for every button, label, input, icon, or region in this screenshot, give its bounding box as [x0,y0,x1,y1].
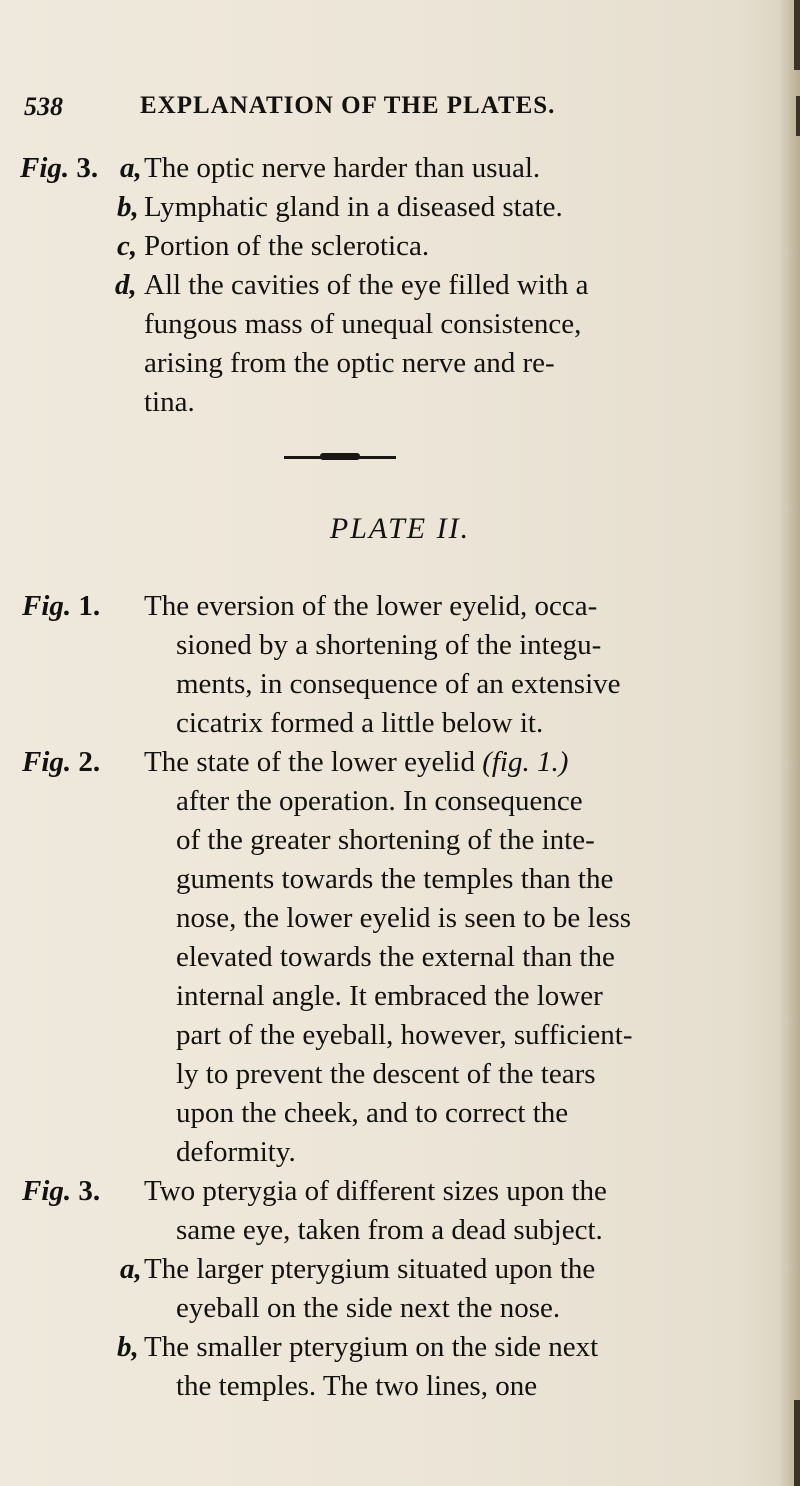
fig-number: 1. [78,590,101,622]
text-line: after the operation. In consequence [176,785,583,817]
figure-reference-number: 1.) [529,746,569,778]
text-line: tina. [144,386,195,418]
text-line: cicatrix formed a little below it. [176,707,544,739]
text-line: eyeball on the side next the nose. [176,1292,561,1324]
text-line: ments, in consequence of an extensive [176,668,621,700]
fig-word: Fig. [20,152,70,184]
fig-number: 3. [76,152,99,184]
text-line: All the cavities of the eye filled with a [144,269,589,301]
text-line: nose, the lower eyelid is seen to be less [176,902,632,934]
fig-word: Fig. [22,1175,72,1207]
fig-label [22,1173,100,1209]
text-line: The eversion of the lower eyelid, occa- [144,590,598,622]
text-line: upon the cheek, and to correct the [176,1097,569,1129]
text-line: internal angle. It embraced the lower [176,980,603,1012]
text-line: of the greater shortening of the inte- [176,824,595,856]
fig-label [20,150,98,186]
fig-label [22,588,100,624]
page-edge-shadow [778,0,800,1486]
text-line: Two pterygia of different sizes upon the [144,1175,607,1207]
text-line: fungous mass of unequal consistence, [144,308,582,340]
page-header [24,92,734,126]
page-edge-mark [794,0,800,70]
page-number: 538 [24,92,63,121]
text-segment: The state of the lower eyelid [144,746,483,778]
text-line [144,744,568,780]
text-line: the temples. The two lines, one [176,1370,538,1402]
text-line: Portion of the sclerotica. [144,230,430,262]
item-letter: a, [120,152,142,184]
item-letter: b, [117,191,139,223]
text-line: arising from the optic nerve and re- [144,347,555,379]
fig-word: Fig. [22,746,72,778]
text-line: guments towards the temples than the [176,863,614,895]
item-letter: d, [115,269,137,301]
text-line: elevated towards the external than the [176,941,615,973]
page-edge-mark [796,96,800,136]
section-divider-ornament [320,453,360,460]
text-line: same eye, taken from a dead subject. [176,1214,603,1246]
item-letter: c, [117,230,138,262]
text-line: The smaller pterygium on the side next [144,1331,599,1363]
text-line: Lymphatic gland in a diseased state. [144,191,563,223]
fig-label [22,744,100,780]
page-edge-mark [794,1400,800,1486]
running-head: EXPLANATION OF THE PLATES. [140,92,556,119]
item-letter: b, [117,1331,139,1363]
fig-word: Fig. [22,590,72,622]
plate-title: PLATE II. [329,512,471,545]
text-line: part of the eyeball, however, sufficient- [176,1019,633,1051]
fig-number: 2. [78,746,101,778]
text-line: ly to prevent the descent of the tears [176,1058,596,1090]
item-letter: a, [120,1253,142,1285]
text-line: The optic nerve harder than usual. [144,152,541,184]
text-line: sioned by a shortening of the integu- [176,629,602,661]
fig-number: 3. [78,1175,101,1207]
text-line: The larger pterygium situated upon the [144,1253,596,1285]
figure-reference: (fig. [482,746,530,778]
text-line: deformity. [176,1136,296,1168]
